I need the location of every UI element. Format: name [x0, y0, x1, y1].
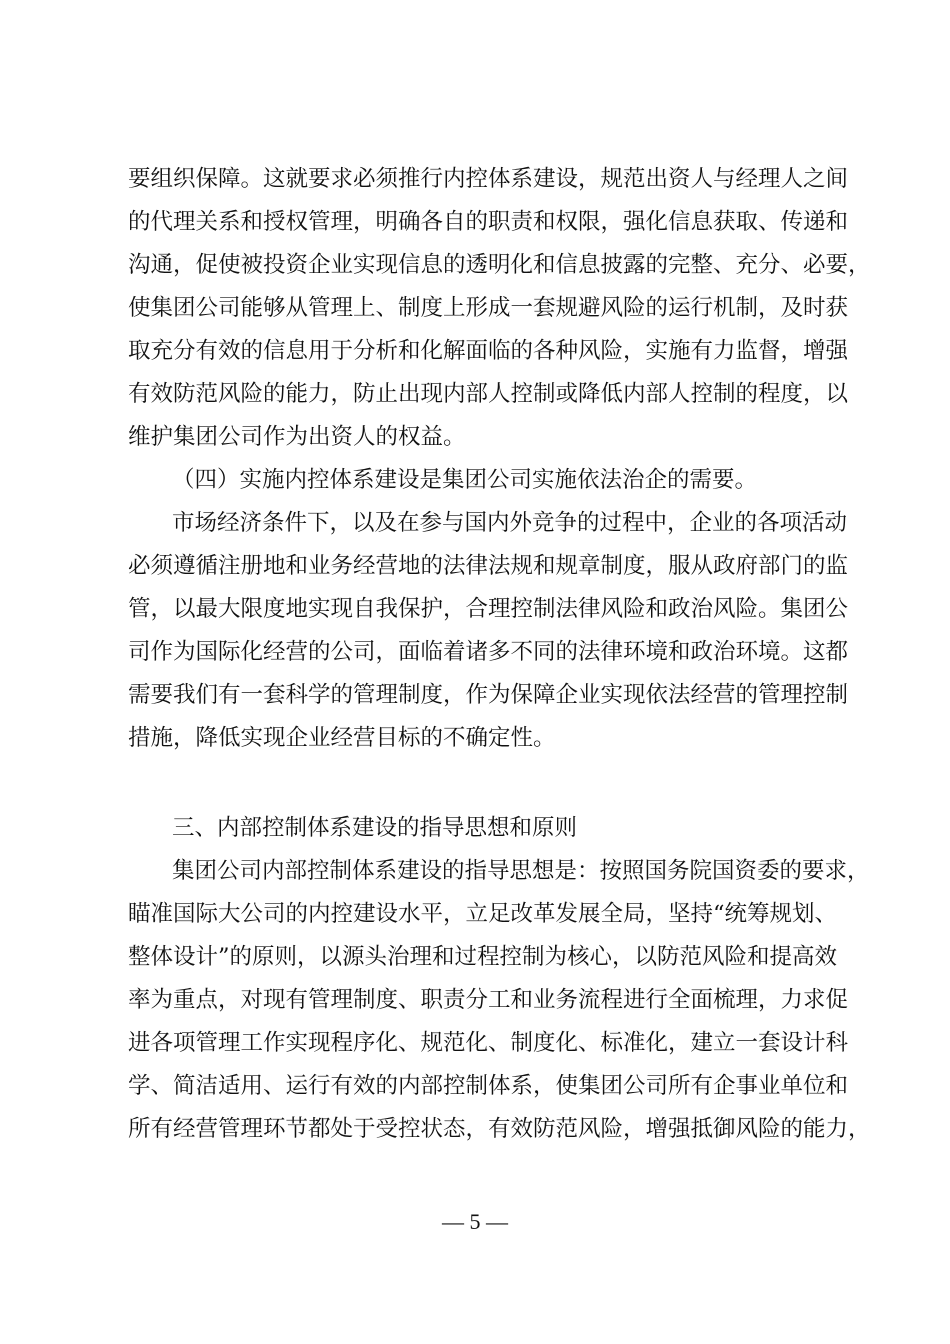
paragraph-line: 率为重点，对现有管理制度、职责分工和业务流程进行全面梳理，力求促 — [128, 987, 849, 1013]
paragraph-line: 沟通，促使被投资企业实现信息的透明化和信息披露的完整、充分、必要， — [128, 252, 871, 278]
paragraph-line: 学、简洁适用、运行有效的内部控制体系，使集团公司所有企事业单位和 — [128, 1073, 849, 1099]
paragraph-line: 要组织保障。这就要求必须推行内控体系建设，规范出资人与经理人之间 — [128, 166, 849, 192]
paragraph-line: 取充分有效的信息用于分析和化解面临的各种风险，实施有力监督，增强 — [128, 338, 849, 364]
paragraph-line: 市场经济条件下，以及在参与国内外竞争的过程中，企业的各项活动 — [172, 510, 848, 536]
paragraph-line: 进各项管理工作实现程序化、规范化、制度化、标准化，建立一套设计科 — [128, 1030, 849, 1056]
paragraph-line: 措施，降低实现企业经营目标的不确定性。 — [128, 725, 556, 751]
paragraph-line: 必须遵循注册地和业务经营地的法律法规和规章制度，服从政府部门的监 — [128, 553, 849, 579]
paragraph-line: 所有经营管理环节都处于受控状态，有效防范风险，增强抵御风险的能力， — [128, 1116, 871, 1142]
paragraph-line: 需要我们有一套科学的管理制度，作为保障企业实现依法经营的管理控制 — [128, 682, 849, 708]
paragraph-line: 使集团公司能够从管理上、制度上形成一套规避风险的运行机制，及时获 — [128, 295, 849, 321]
paragraph-line: 有效防范风险的能力，防止出现内部人控制或降低内部人控制的程度，以 — [128, 381, 849, 407]
paragraph-line: 的代理关系和授权管理，明确各自的职责和权限，强化信息获取、传递和 — [128, 209, 849, 235]
paragraph-line: 司作为国际化经营的公司，面临着诸多不同的法律环境和政治环境。这都 — [128, 639, 849, 665]
paragraph-line: 整体设计”的原则，以源头治理和过程控制为核心，以防范风险和提高效 — [128, 944, 838, 970]
subheading: （四）实施内控体系建设是集团公司实施依法治企的需要。 — [172, 467, 758, 493]
paragraph-line: 维护集团公司作为出资人的权益。 — [128, 424, 466, 450]
paragraph-line: 管，以最大限度地实现自我保护，合理控制法律风险和政治风险。集团公 — [128, 596, 849, 622]
paragraph-line: 瞄准国际大公司的内控建设水平，立足改革发展全局，坚持“统筹规划、 — [128, 901, 838, 927]
paragraph-line: 集团公司内部控制体系建设的指导思想是：按照国务院国资委的要求， — [172, 858, 870, 884]
section-heading: 三、内部控制体系建设的指导思想和原则 — [172, 815, 578, 841]
page-number: — 5 — — [442, 1209, 508, 1234]
